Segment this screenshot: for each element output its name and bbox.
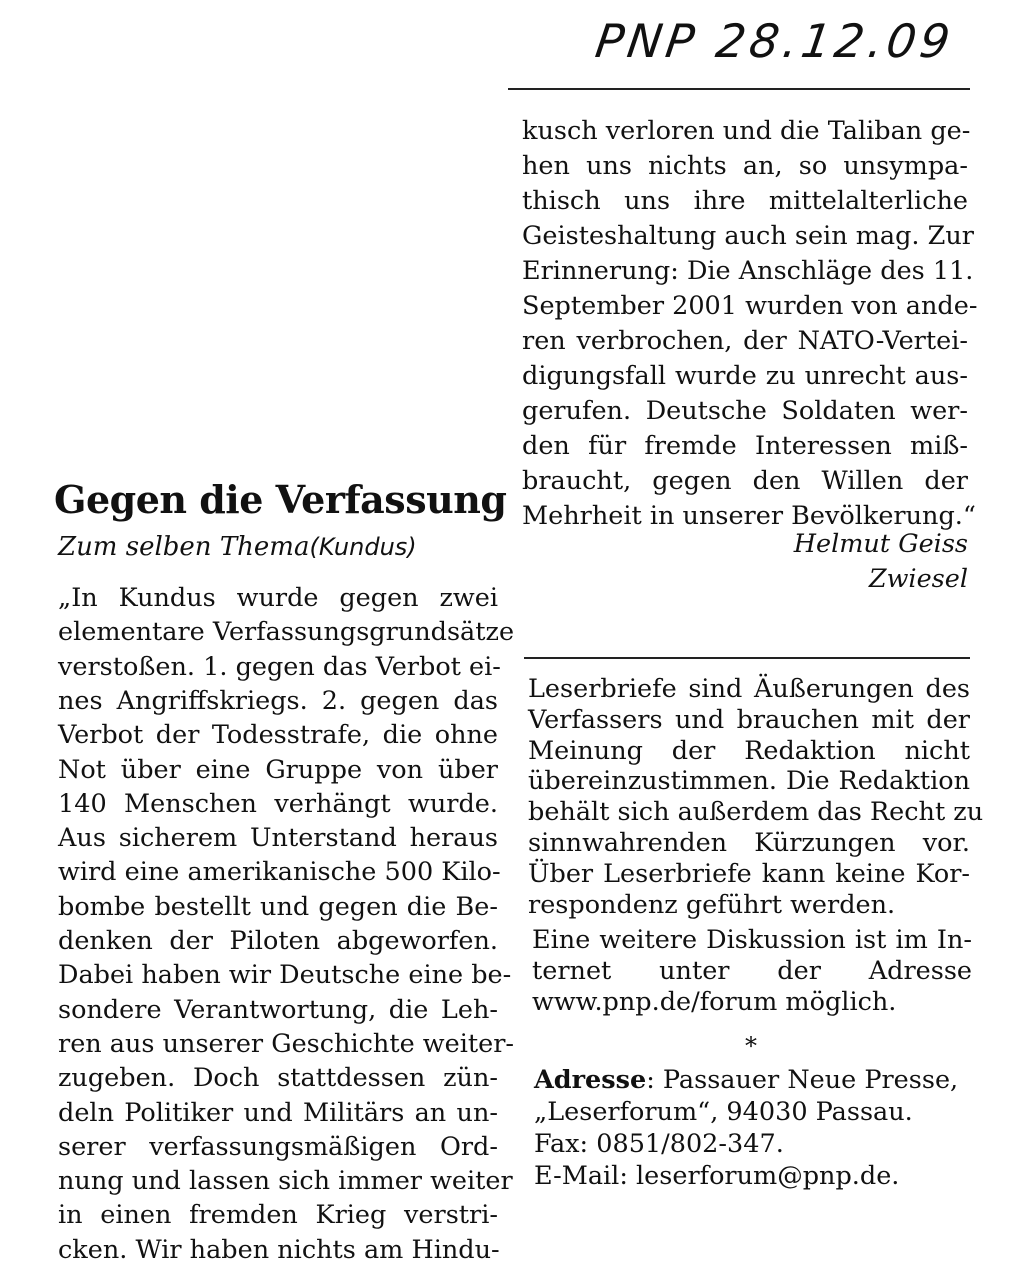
text-line: serer verfassungsmäßigen Ord-	[58, 1131, 498, 1162]
subtitle-text: Zum selben Thema	[58, 532, 310, 562]
text-line: Meinung der Redaktion nicht	[528, 735, 970, 766]
address-label: Adresse	[534, 1065, 647, 1095]
address-line	[534, 1064, 958, 1096]
text-line: ternet unter der Adresse	[532, 956, 972, 986]
text-line: digungsfall wurde zu unrecht aus-	[522, 361, 968, 391]
text-line: Mehrheit in unserer Bevölkerung.“	[522, 501, 976, 531]
text-line: zugeben. Doch stattdessen zün-	[58, 1063, 498, 1094]
text-line: verstoßen. 1. gegen das Verbot ei-	[58, 651, 501, 682]
text-line: Verbot der Todesstrafe, die ohne	[58, 720, 498, 751]
text-line: behält sich außerdem das Recht zu	[528, 797, 984, 828]
text-line: kusch verloren und die Taliban ge-	[522, 116, 971, 146]
text-line: den für fremde Interessen miß-	[522, 431, 968, 461]
text-line: „In Kundus wurde gegen zwei	[58, 583, 498, 613]
text-line: wird eine amerikanische 500 Kilo-	[58, 857, 501, 888]
text-line: braucht, gegen den Willen der	[522, 466, 968, 496]
subtitle-handwritten-note: (Kundus)	[309, 533, 417, 561]
text-line: hen uns nichts an, so unsympa-	[522, 151, 968, 181]
letter-author: Helmut Geiss	[793, 529, 968, 559]
text-line: respondenz geführt werden.	[528, 889, 896, 920]
text-line: ren aus unserer Geschichte weiter-	[58, 1028, 514, 1059]
section-separator-asterisk: *	[745, 1032, 757, 1060]
text-line: deln Politiker und Militärs an un-	[58, 1097, 498, 1128]
fax-number: Fax: 0851/802-347.	[534, 1129, 784, 1159]
text-line: denken der Piloten abgeworfen.	[58, 926, 498, 956]
text-line: Dabei haben wir Deutsche eine be-	[58, 960, 512, 991]
text-line: gerufen. Deutsche Soldaten wer-	[522, 396, 968, 426]
text-line: www.pnp.de/forum möglich.	[532, 987, 897, 1017]
text-line: Aus sicherem Unterstand heraus	[58, 823, 498, 854]
email-address[interactable]: E-Mail: leserforum@pnp.de.	[534, 1161, 900, 1191]
text-line: September 2001 wurden von ande-	[522, 291, 978, 321]
text-line: Verfassers und brauchen mit der	[528, 704, 970, 735]
text-line: 140 Menschen verhängt wurde.	[58, 788, 498, 819]
text-line: thisch uns ihre mittelalterliche	[522, 186, 968, 216]
handwritten-date-stamp: PNP 28.12.09	[592, 14, 958, 68]
address-text: : Passauer Neue Presse,	[646, 1065, 959, 1095]
text-line: Eine weitere Diskussion ist im In-	[532, 925, 972, 955]
text-line: nung und lassen sich immer weiter	[58, 1166, 513, 1197]
text-line: in einen fremden Krieg verstri-	[58, 1200, 498, 1231]
text-line: sinnwahrenden Kürzungen vor.	[528, 828, 970, 858]
letter-city: Zwiesel	[868, 564, 968, 594]
text-line: übereinzustimmen. Die Redaktion	[528, 766, 970, 797]
text-line: nes Angriffskriegs. 2. gegen das	[58, 685, 498, 716]
letter-headline: Gegen die Verfassung	[54, 477, 507, 522]
text-line: Geisteshaltung auch sein mag. Zur	[522, 221, 974, 251]
text-line: elementare Verfassungsgrundsätze	[58, 617, 515, 648]
text-line: Leserbriefe sind Äußerungen des	[528, 674, 970, 704]
text-line: cken. Wir haben nichts am Hindu-	[58, 1234, 500, 1265]
top-divider	[508, 88, 970, 90]
text-line: Not über eine Gruppe von über	[58, 754, 498, 785]
notice-divider	[524, 657, 970, 659]
address-line-2: „Leserforum“, 94030 Passau.	[534, 1097, 913, 1127]
text-line: Über Leserbriefe kann keine Kor-	[528, 858, 970, 889]
text-line: Erinnerung: Die Anschläge des 11.	[522, 256, 974, 286]
text-line: sondere Verantwortung, die Leh-	[58, 994, 498, 1025]
text-line: ren verbrochen, der NATO-Vertei-	[522, 326, 968, 356]
text-line: bombe bestellt und gegen die Be-	[58, 891, 498, 922]
letter-subtitle	[58, 530, 417, 564]
